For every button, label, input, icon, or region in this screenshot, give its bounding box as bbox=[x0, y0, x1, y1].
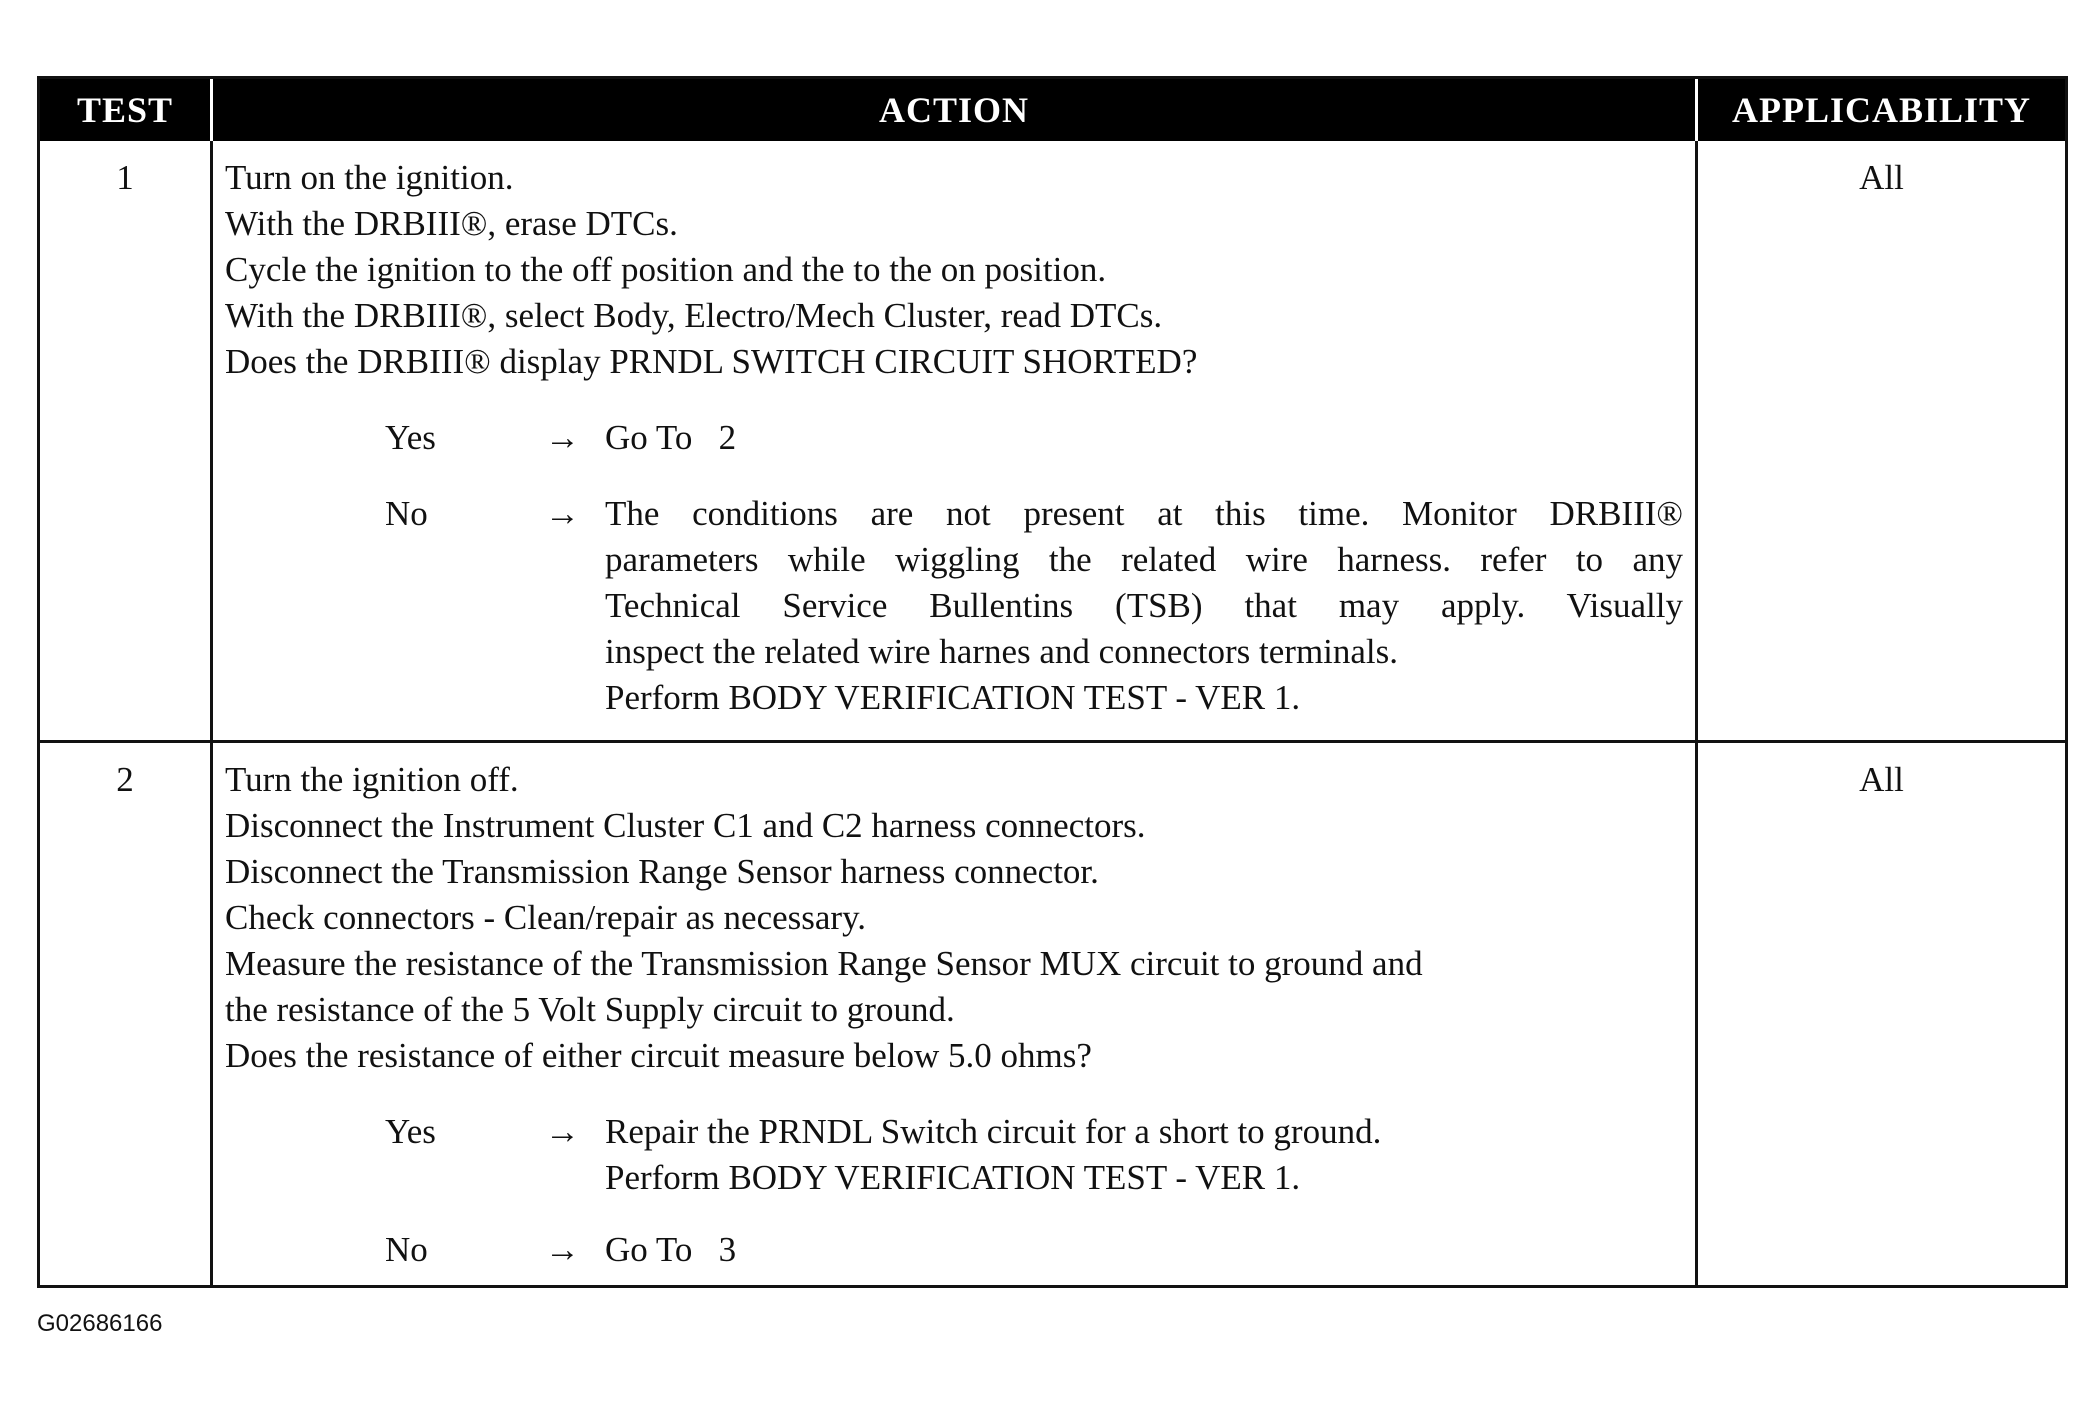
result-line: Go To 2 bbox=[605, 418, 737, 457]
action-line: Does the DRBIII® display PRNDL SWITCH CIRCUIT SHORTED? bbox=[225, 342, 1198, 381]
figure-id: G02686166 bbox=[37, 1310, 163, 1337]
outcome-label: Yes bbox=[385, 418, 436, 457]
header-applicability: APPLICABILITY bbox=[1698, 79, 2065, 141]
result-line: inspect the related wire harnes and connectors terminals. bbox=[605, 632, 1399, 671]
action-line: Does the resistance of either circuit measure below 5.0 ohms? bbox=[225, 1036, 1092, 1075]
applicability-1: All bbox=[1859, 158, 1904, 197]
outcome-no bbox=[385, 491, 1683, 721]
result-line: Perform BODY VERIFICATION TEST - VER 1. bbox=[605, 678, 1301, 717]
arrow-icon: → bbox=[545, 418, 580, 457]
arrow-icon: → bbox=[545, 494, 580, 533]
outcome-label: Yes bbox=[385, 1112, 436, 1151]
outcome-result bbox=[605, 1227, 1683, 1273]
action-line: Turn on the ignition. bbox=[225, 158, 514, 197]
action-line: Measure the resistance of the Transmission Range Sensor MUX circuit to ground and bbox=[225, 944, 1423, 983]
result-line: Go To 3 bbox=[605, 1230, 737, 1269]
applicability-2: All bbox=[1698, 740, 2065, 1285]
action-line: Check connectors - Clean/repair as necessary. bbox=[225, 898, 867, 937]
action-line: the resistance of the 5 Volt Supply circuit to ground. bbox=[225, 990, 955, 1029]
result-line: parameters while wiggling the related wire harness. refer to any bbox=[605, 540, 1683, 579]
action-cell-1 bbox=[213, 141, 1698, 740]
action-line: Disconnect the Instrument Cluster C1 and C2 harness connectors. bbox=[225, 806, 1146, 845]
outcome-yes bbox=[385, 415, 1683, 461]
diagnostic-test-table bbox=[37, 76, 2068, 1288]
outcome-result bbox=[605, 415, 1683, 461]
test-number-1: 1 bbox=[40, 141, 213, 740]
outcome-yes bbox=[385, 1109, 1683, 1201]
action-line: With the DRBIII®, erase DTCs. bbox=[225, 204, 678, 243]
result-line: Repair the PRNDL Switch circuit for a short to ground. bbox=[605, 1112, 1382, 1151]
arrow-icon: → bbox=[545, 1230, 580, 1269]
header-test: TEST bbox=[40, 79, 213, 141]
result-line: Technical Service Bullentins (TSB) that may apply. Visually bbox=[605, 586, 1683, 625]
outcome-result bbox=[605, 1109, 1683, 1201]
action-cell-2 bbox=[213, 740, 1698, 1285]
result-line: The conditions are not present at this time. Monitor DRBIII® bbox=[605, 494, 1683, 533]
action-line: With the DRBIII®, select Body, Electro/Mech Cluster, read DTCs. bbox=[225, 296, 1163, 335]
header-action: ACTION bbox=[213, 79, 1698, 141]
action-line: Disconnect the Transmission Range Sensor harness connector. bbox=[225, 852, 1099, 891]
action-line: Turn the ignition off. bbox=[225, 760, 519, 799]
outcome-no bbox=[385, 1227, 1683, 1273]
arrow-icon: → bbox=[545, 1112, 580, 1151]
action-line: Cycle the ignition to the off position and the to the on position. bbox=[225, 250, 1107, 289]
result-line: Perform BODY VERIFICATION TEST - VER 1. bbox=[605, 1158, 1301, 1197]
outcome-result bbox=[605, 491, 1683, 721]
test-number-2: 2 bbox=[40, 740, 213, 1285]
outcome-label: No bbox=[385, 1230, 428, 1269]
outcome-label: No bbox=[385, 494, 428, 533]
